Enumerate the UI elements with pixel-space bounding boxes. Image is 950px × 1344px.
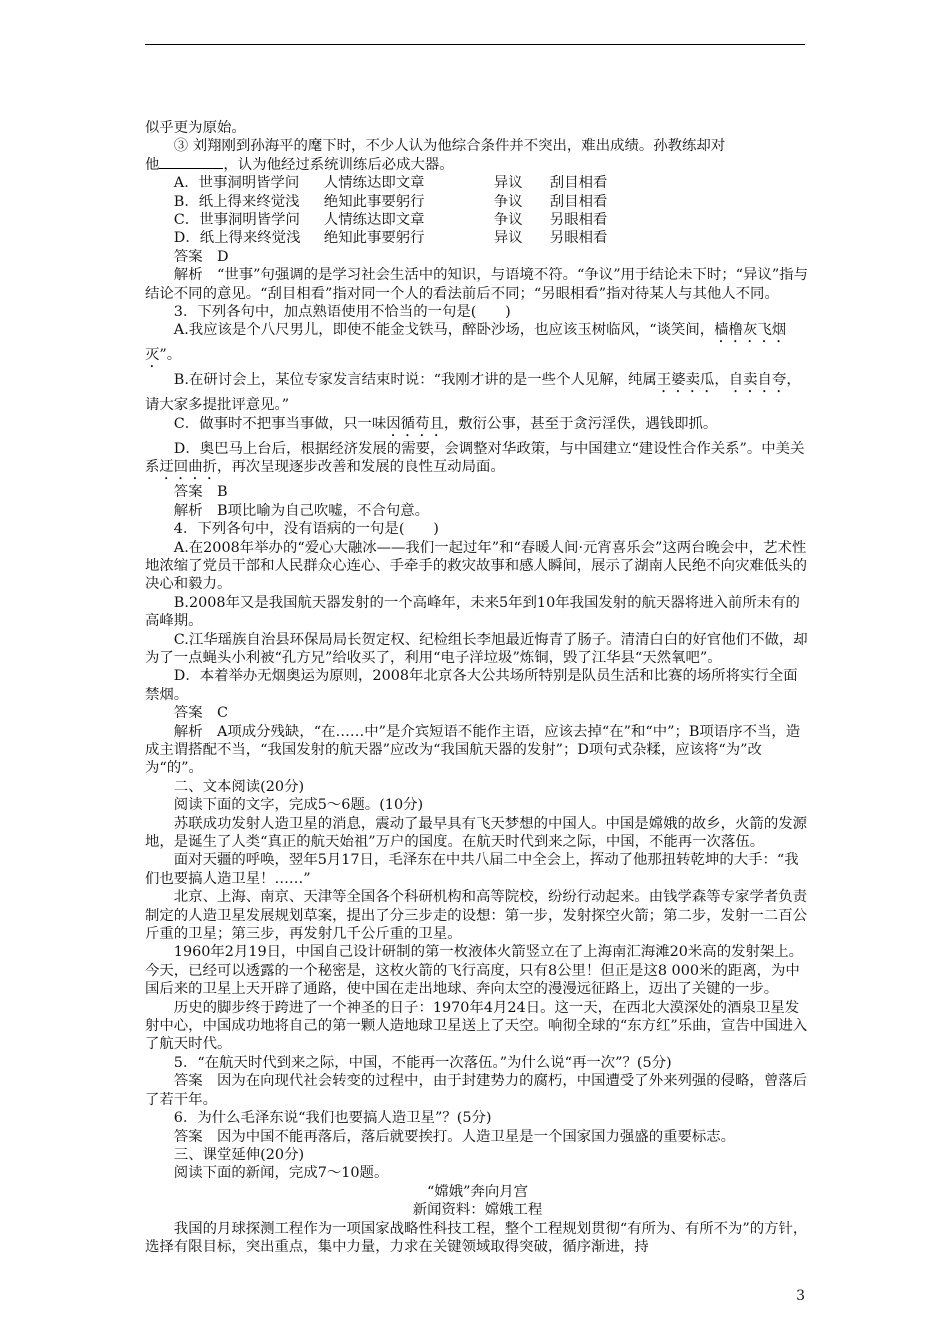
paragraph: 似乎更为原始。 bbox=[145, 120, 246, 136]
article-title: “嫦娥”奔向月宫 bbox=[426, 1183, 529, 1200]
answer: 答案 B bbox=[173, 484, 228, 501]
instruction: 阅读下面的文字，完成5～6题。(10分) bbox=[173, 797, 424, 814]
page-number: 3 bbox=[796, 1288, 805, 1304]
option-text: 绝知此事要躬行 bbox=[323, 230, 425, 247]
dotted-idiom: 樯橹灰飞烟灭 bbox=[145, 322, 787, 364]
option-text: 绝知此事要躬行 bbox=[323, 193, 425, 210]
option-b bbox=[145, 193, 810, 211]
text: 他 bbox=[145, 156, 160, 173]
text: ，敷衍公事，甚至于贪污淫佚，遇钱即抓。 bbox=[443, 415, 718, 432]
answer: 答案 因为中国不能再落后，落后就要挨打。人造卫星是一个国家国力强盛的重要标志。 bbox=[173, 1128, 736, 1145]
answer: 答案 C bbox=[173, 705, 228, 722]
option-text: 刮目相看 bbox=[549, 175, 608, 192]
paragraph bbox=[145, 371, 810, 414]
paragraph bbox=[145, 156, 810, 174]
paragraph: 1960年2月19日，中国自己设计研制的第一枚液体火箭竖立在了上海南汇海滩20米高的发射架上。今天，已经可以透露的一个秘密是，这枚火箭的飞行高度，只有8公里！但正是这8 000米的距离，为中国后来的卫星上天开辟了通路，使中国在走出地球、奔向太空的漫漫远征路上，迈出了关键的一步。 bbox=[145, 944, 804, 998]
paragraph bbox=[145, 440, 810, 483]
option-text: A．世事洞明皆学问 bbox=[173, 175, 300, 192]
question: 5．“在航天时代到来之际，中国，不能再一次落伍。”为什么说“再一次”？(5分) bbox=[173, 1054, 672, 1071]
instruction: 阅读下面的新闻，完成7～10题。 bbox=[173, 1165, 389, 1182]
paragraph bbox=[145, 415, 810, 440]
fill-blank bbox=[159, 156, 223, 169]
option-d bbox=[145, 229, 810, 247]
text: ，再次呈现逐步改善和发展的良性互动局面。 bbox=[216, 459, 505, 476]
option-text: C．世事洞明皆学问 bbox=[173, 212, 300, 229]
text: C．做事时不把事当事做，只一味 bbox=[173, 415, 387, 432]
text: ，请大家多提批评意见。” bbox=[145, 372, 801, 414]
paragraph: B.2008年又是我国航天器发射的一个高峰年，未来5年到10年我国发射的航天器将进入前所未有的高峰期。 bbox=[145, 594, 800, 630]
text: ”。 bbox=[159, 347, 182, 364]
answer: 答案 D bbox=[173, 248, 229, 265]
dotted-idiom: 王婆卖瓜，自卖自夸 bbox=[656, 372, 787, 389]
option-text: 争议 bbox=[493, 193, 523, 210]
explanation: 解析 B项比喻为自己吹嘘，不合句意。 bbox=[173, 502, 430, 519]
paragraph: 面对天疆的呼唤，翌年5月17日，毛泽东在中共八届二中全会上，挥动了他那扭转乾坤的大手：“我们也要搞人造卫星！……” bbox=[145, 852, 799, 887]
document-body bbox=[145, 119, 810, 1256]
text: D．奥巴马上台后，根据经济发展的需要，会调整对华政策，与中国建立“建设性合作关系”。中美关系 bbox=[145, 440, 805, 476]
option-text: 刮目相看 bbox=[549, 193, 608, 210]
paragraph: 北京、上海、南京、天津等全国各个科研机构和高等院校，纷纷行动起来。由钱学森等专家学者负责制定的人造卫星发展规划草案，提出了分三步走的设想：第一步，发射探空火箭；第二步，发射一二百公斤重的卫星；第三步，再发射几千公斤重的卫星。 bbox=[145, 889, 807, 943]
option-text: D．纸上得来终觉浅 bbox=[173, 230, 301, 247]
text: ，认为他经过系统训练后必成大器。 bbox=[223, 156, 454, 173]
article-subtitle: 新闻资料：嫦娥工程 bbox=[412, 1202, 543, 1219]
option-text: 人情练达即文章 bbox=[323, 212, 425, 229]
option-text: B．纸上得来终觉浅 bbox=[173, 193, 300, 210]
explanation: 解析 “世事”句强调的是学习社会生活中的知识，与语境不符。“争议”用于结论未下时；“异议”指与结论不同的意见。“刮目相看”指对同一个人的看法前后不同；“另眼相看”指对待某人与其他人不同。 bbox=[145, 267, 808, 302]
explanation: 解析 A项成分残缺，“在……中”是介宾短语不能作主语，应该去掉“在”和“中”；B项语序不当，造成主谓搭配不当，“我国发射的航天器”应改为“我国航天器的发射”；D项句式杂糅，应该将“为”改为“的”。 bbox=[145, 723, 801, 777]
paragraph: 历史的脚步终于跨进了一个神圣的日子：1970年4月24日。这一天，在西北大漠深处的酒泉卫星发射中心，中国成功地将自己的第一颗人造地球卫星送上了天空。响彻全球的“东方红”乐曲，宣告中国进入了航天时代。 bbox=[145, 999, 808, 1053]
paragraph: D．本着举办无烟奥运为原则，2008年北京各大公共场所特别是队员生活和比赛的场所将实行全面禁烟。 bbox=[145, 668, 798, 703]
option-text: 异议 bbox=[493, 175, 523, 192]
option-c bbox=[145, 211, 810, 229]
paragraph: ③ 刘翔刚到孙海平的麾下时，不少人认为他综合条件并不突出，难出成绩。孙教练却对 bbox=[173, 138, 726, 155]
paragraph: C.江华瑶族自治县环保局局长贺定权、纪检组长李旭最近悔青了肠子。清清白白的好官他们不做，却为了一点蝇头小利被“孔方兄”给收买了，利用“电子洋垃圾”炼铜，毁了江华县“天然氧吧”。 bbox=[145, 631, 808, 666]
text: B.在研讨会上，某位专家发言结束时说：“我刚才讲的是一些个人见解，纯属 bbox=[173, 372, 657, 389]
paragraph bbox=[145, 321, 810, 371]
section-heading: 二、文本阅读(20分) bbox=[173, 778, 305, 795]
option-text: 另眼相看 bbox=[549, 212, 608, 229]
question: 4．下列各句中，没有语病的一句是( ) bbox=[173, 521, 439, 538]
dotted-idiom: 迂回曲折 bbox=[159, 459, 217, 476]
option-a bbox=[145, 174, 810, 192]
paragraph: 我国的月球探测工程作为一项国家战略性科技工程，整个工程规划贯彻“有所为、有所不为”的方针，选择有限目标，突出重点，集中力量，力求在关键领域取得突破，循序渐进，持 bbox=[145, 1220, 808, 1255]
option-text: 另眼相看 bbox=[549, 230, 608, 247]
section-heading: 三、课堂延伸(20分) bbox=[173, 1146, 305, 1163]
question: 6．为什么毛泽东说“我们也要搞人造卫星”？(5分) bbox=[173, 1110, 492, 1127]
answer: 答案 因为在向现代社会转变的过程中，由于封建势力的腐朽，中国遭受了外来列强的侵略，曾落后了若干年。 bbox=[145, 1073, 807, 1108]
dotted-idiom: 因循苟且 bbox=[386, 415, 444, 432]
paragraph: A.在2008年举办的“爱心大融冰——我们一起过年”和“春暖人间·元宵喜乐会”这两台晚会中，艺术性地浓缩了党员干部和人民群众心连心、手牵手的救灾故事和感人瞬间，展示了湖南人民绝不向灾难低头的决心和毅力。 bbox=[145, 539, 807, 593]
paragraph: 苏联成功发射人造卫星的消息，震动了最早具有飞天梦想的中国人。中国是嫦娥的故乡，火箭的发源地，是诞生了人类“真正的航天始祖”万户的国度。在航天时代到来之际，中国，不能再一次落伍。 bbox=[145, 815, 807, 850]
text: A.我应该是个八尺男儿，即使不能金戈铁马，醉卧沙场，也应该玉树临风，“谈笑间， bbox=[173, 322, 715, 339]
header-rule bbox=[145, 44, 805, 45]
question: 3．下列各句中，加点熟语使用不恰当的一句是( ) bbox=[173, 304, 511, 321]
option-text: 争议 bbox=[493, 212, 523, 229]
option-text: 人情练达即文章 bbox=[323, 175, 425, 192]
option-text: 异议 bbox=[493, 230, 523, 247]
